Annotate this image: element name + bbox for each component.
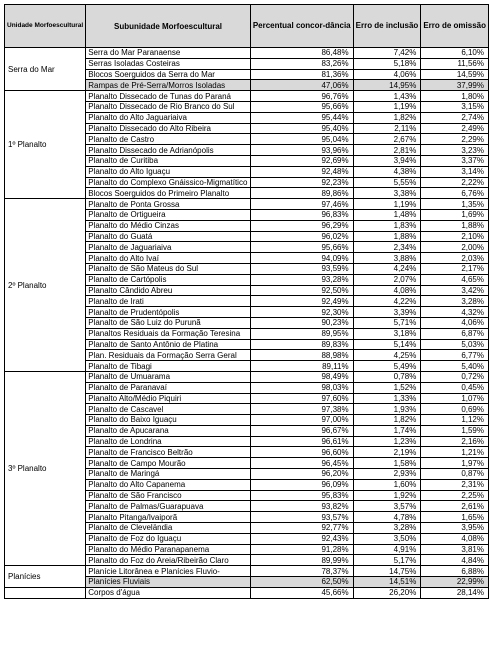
subunit-cell: Planalto de Cleveländia [86, 523, 251, 534]
subunit-cell: Planalto de Londrina [86, 436, 251, 447]
omission-error-cell: 28,14% [421, 587, 489, 598]
inclusion-error-cell: 1,82% [353, 112, 421, 123]
subunit-cell: Planalto de Jaguariaiva [86, 242, 251, 253]
omission-error-cell: 6,10% [421, 48, 489, 59]
omission-error-cell: 3,23% [421, 145, 489, 156]
percent-cell: 47,06% [250, 80, 353, 91]
subunit-cell: Planalto Pitanga/Ivaiporã [86, 512, 251, 523]
omission-error-cell: 3,15% [421, 101, 489, 112]
subunit-cell: Planalto de Cascavel [86, 404, 251, 415]
percent-cell: 96,67% [250, 425, 353, 436]
omission-error-cell: 4,06% [421, 317, 489, 328]
inclusion-error-cell: 4,06% [353, 69, 421, 80]
inclusion-error-cell: 14,75% [353, 566, 421, 577]
inclusion-error-cell: 2,34% [353, 242, 421, 253]
omission-error-cell: 2,16% [421, 436, 489, 447]
omission-error-cell: 4,84% [421, 555, 489, 566]
subunit-cell: Planalto de Ponta Grossa [86, 199, 251, 210]
omission-error-cell: 3,42% [421, 285, 489, 296]
subunit-cell: Planalto de São Mateus do Sul [86, 263, 251, 274]
subunit-cell: Planalto Dissecado de Adrianópolis [86, 145, 251, 156]
percent-cell: 97,46% [250, 199, 353, 210]
morpho-table [4, 4, 489, 599]
percent-cell: 92,30% [250, 307, 353, 318]
header-unidade: Unidade Morfoescultural [5, 5, 86, 48]
table-row [5, 566, 489, 577]
omission-error-cell: 4,65% [421, 274, 489, 285]
inclusion-error-cell: 2,93% [353, 469, 421, 480]
subunit-cell: Planalto Cândido Abreu [86, 285, 251, 296]
omission-error-cell: 3,81% [421, 544, 489, 555]
subunit-cell: Rampas de Pré-Serra/Morros Isoladas [86, 80, 251, 91]
inclusion-error-cell: 1,82% [353, 415, 421, 426]
percent-cell: 89,99% [250, 555, 353, 566]
omission-error-cell: 5,03% [421, 339, 489, 350]
omission-error-cell: 14,59% [421, 69, 489, 80]
inclusion-error-cell: 1,83% [353, 220, 421, 231]
inclusion-error-cell: 1,33% [353, 393, 421, 404]
table-row [5, 199, 489, 210]
omission-error-cell: 1,12% [421, 415, 489, 426]
percent-cell: 95,44% [250, 112, 353, 123]
percent-cell: 96,09% [250, 479, 353, 490]
subunit-cell: Planalto de Tibagi [86, 361, 251, 372]
inclusion-error-cell: 2,81% [353, 145, 421, 156]
percent-cell: 96,29% [250, 220, 353, 231]
subunit-cell: Planalto de Apucarana [86, 425, 251, 436]
percent-cell: 96,76% [250, 91, 353, 102]
omission-error-cell: 0,45% [421, 382, 489, 393]
subunit-cell: Planalto de Maringá [86, 469, 251, 480]
subunit-cell: Corpos d'água [86, 587, 251, 598]
percent-cell: 92,43% [250, 533, 353, 544]
subunit-cell: Planalto do Alto Capanema [86, 479, 251, 490]
unit-cell: Serra do Mar [5, 48, 86, 91]
subunit-cell: Planalto de Umuarama [86, 371, 251, 382]
inclusion-error-cell: 3,18% [353, 328, 421, 339]
omission-error-cell: 2,25% [421, 490, 489, 501]
percent-cell: 89,83% [250, 339, 353, 350]
inclusion-error-cell: 1,48% [353, 209, 421, 220]
percent-cell: 62,50% [250, 577, 353, 588]
inclusion-error-cell: 3,57% [353, 501, 421, 512]
percent-cell: 92,69% [250, 155, 353, 166]
subunit-cell: Planalto do Guatá [86, 231, 251, 242]
subunit-cell: Planalto de Santo Antônio de Platina [86, 339, 251, 350]
percent-cell: 93,82% [250, 501, 353, 512]
subunit-cell: Planalto de Paranavaí [86, 382, 251, 393]
omission-error-cell: 1,21% [421, 447, 489, 458]
inclusion-error-cell: 14,51% [353, 577, 421, 588]
inclusion-error-cell: 5,49% [353, 361, 421, 372]
omission-error-cell: 3,37% [421, 155, 489, 166]
percent-cell: 93,28% [250, 274, 353, 285]
omission-error-cell: 6,77% [421, 350, 489, 361]
subunit-cell: Planalto do Baixo Iguaçu [86, 415, 251, 426]
percent-cell: 92,23% [250, 177, 353, 188]
inclusion-error-cell: 5,18% [353, 58, 421, 69]
inclusion-error-cell: 2,11% [353, 123, 421, 134]
omission-error-cell: 0,72% [421, 371, 489, 382]
omission-error-cell: 2,31% [421, 479, 489, 490]
inclusion-error-cell: 3,38% [353, 188, 421, 199]
subunit-cell: Planalto do Alto Iguaçu [86, 166, 251, 177]
percent-cell: 92,50% [250, 285, 353, 296]
percent-cell: 97,00% [250, 415, 353, 426]
percent-cell: 78,37% [250, 566, 353, 577]
percent-cell: 98,03% [250, 382, 353, 393]
percent-cell: 91,28% [250, 544, 353, 555]
percent-cell: 92,49% [250, 296, 353, 307]
subunit-cell: Planalto de Palmas/Guarapuava [86, 501, 251, 512]
subunit-cell: Blocos Soerguidos da Serra do Mar [86, 69, 251, 80]
omission-error-cell: 2,03% [421, 253, 489, 264]
subunit-cell: Planalto Dissecado do Alto Ribeira [86, 123, 251, 134]
omission-error-cell: 1,80% [421, 91, 489, 102]
inclusion-error-cell: 1,92% [353, 490, 421, 501]
omission-error-cell: 2,61% [421, 501, 489, 512]
subunit-cell: Planícies Fluviais [86, 577, 251, 588]
header-percentual: Percentual concor-dância [250, 5, 353, 48]
subunit-cell: Planalto de Curitiba [86, 155, 251, 166]
unit-cell [5, 587, 86, 598]
percent-cell: 93,57% [250, 512, 353, 523]
percent-cell: 95,66% [250, 101, 353, 112]
table-row [5, 587, 489, 598]
percent-cell: 93,59% [250, 263, 353, 274]
percent-cell: 95,40% [250, 123, 353, 134]
percent-cell: 89,86% [250, 188, 353, 199]
subunit-cell: Blocos Soerguidos do Primeiro Planalto [86, 188, 251, 199]
subunit-cell: Planalto de Campo Mourão [86, 458, 251, 469]
subunit-cell: Planalto de Irati [86, 296, 251, 307]
table-body [5, 48, 489, 599]
inclusion-error-cell: 3,28% [353, 523, 421, 534]
omission-error-cell: 2,29% [421, 134, 489, 145]
subunit-cell: Planalto Dissecado de Tunas do Paraná [86, 91, 251, 102]
omission-error-cell: 1,88% [421, 220, 489, 231]
header-erro-omissao: Erro de omissão [421, 5, 489, 48]
omission-error-cell: 2,74% [421, 112, 489, 123]
inclusion-error-cell: 1,19% [353, 199, 421, 210]
subunit-cell: Planalto de Ortigueira [86, 209, 251, 220]
omission-error-cell: 2,00% [421, 242, 489, 253]
inclusion-error-cell: 4,25% [353, 350, 421, 361]
omission-error-cell: 2,22% [421, 177, 489, 188]
subunit-cell: Serra do Mar Paranaense [86, 48, 251, 59]
omission-error-cell: 11,56% [421, 58, 489, 69]
omission-error-cell: 1,59% [421, 425, 489, 436]
inclusion-error-cell: 7,42% [353, 48, 421, 59]
percent-cell: 88,98% [250, 350, 353, 361]
inclusion-error-cell: 1,58% [353, 458, 421, 469]
omission-error-cell: 1,07% [421, 393, 489, 404]
header-erro-inclusao: Erro de inclusão [353, 5, 421, 48]
percent-cell: 86,48% [250, 48, 353, 59]
table-row [5, 48, 489, 59]
inclusion-error-cell: 5,14% [353, 339, 421, 350]
header-subunidade: Subunidade Morfoescultural [86, 5, 251, 48]
unit-cell: 2º Planalto [5, 199, 86, 372]
omission-error-cell: 0,69% [421, 404, 489, 415]
inclusion-error-cell: 1,60% [353, 479, 421, 490]
inclusion-error-cell: 1,19% [353, 101, 421, 112]
subunit-cell: Planalto Alto/Médio Piquiri [86, 393, 251, 404]
inclusion-error-cell: 2,67% [353, 134, 421, 145]
percent-cell: 45,66% [250, 587, 353, 598]
inclusion-error-cell: 5,55% [353, 177, 421, 188]
percent-cell: 93,96% [250, 145, 353, 156]
omission-error-cell: 1,65% [421, 512, 489, 523]
omission-error-cell: 4,08% [421, 533, 489, 544]
omission-error-cell: 2,49% [421, 123, 489, 134]
subunit-cell: Planalto de Foz do Iguaçu [86, 533, 251, 544]
omission-error-cell: 1,97% [421, 458, 489, 469]
omission-error-cell: 6,88% [421, 566, 489, 577]
unit-cell: Planícies [5, 566, 86, 588]
omission-error-cell: 2,10% [421, 231, 489, 242]
percent-cell: 96,20% [250, 469, 353, 480]
percent-cell: 98,49% [250, 371, 353, 382]
subunit-cell: Planalto de Francisco Beltrão [86, 447, 251, 458]
inclusion-error-cell: 3,39% [353, 307, 421, 318]
subunit-cell: Planalto do Médio Cinzas [86, 220, 251, 231]
percent-cell: 95,04% [250, 134, 353, 145]
percent-cell: 92,48% [250, 166, 353, 177]
inclusion-error-cell: 4,08% [353, 285, 421, 296]
percent-cell: 96,60% [250, 447, 353, 458]
table-row [5, 371, 489, 382]
omission-error-cell: 6,76% [421, 188, 489, 199]
percent-cell: 89,11% [250, 361, 353, 372]
subunit-cell: Plan. Residuais da Formação Serra Geral [86, 350, 251, 361]
percent-cell: 96,02% [250, 231, 353, 242]
inclusion-error-cell: 2,19% [353, 447, 421, 458]
table-container [4, 4, 489, 599]
inclusion-error-cell: 2,07% [353, 274, 421, 285]
inclusion-error-cell: 1,23% [353, 436, 421, 447]
omission-error-cell: 22,99% [421, 577, 489, 588]
inclusion-error-cell: 1,74% [353, 425, 421, 436]
subunit-cell: Planalto de Castro [86, 134, 251, 145]
unit-cell: 1º Planalto [5, 91, 86, 199]
inclusion-error-cell: 0,78% [353, 371, 421, 382]
omission-error-cell: 1,35% [421, 199, 489, 210]
percent-cell: 96,83% [250, 209, 353, 220]
inclusion-error-cell: 4,22% [353, 296, 421, 307]
subunit-cell: Planalto do Alto Jaguariaiva [86, 112, 251, 123]
subunit-cell: Planalto de Prudentópolis [86, 307, 251, 318]
percent-cell: 90,23% [250, 317, 353, 328]
inclusion-error-cell: 26,20% [353, 587, 421, 598]
subunit-cell: Planaltos Residuais da Formação Teresina [86, 328, 251, 339]
percent-cell: 96,45% [250, 458, 353, 469]
subunit-cell: Planalto de Cartópolis [86, 274, 251, 285]
inclusion-error-cell: 5,71% [353, 317, 421, 328]
percent-cell: 81,36% [250, 69, 353, 80]
omission-error-cell: 2,17% [421, 263, 489, 274]
omission-error-cell: 4,32% [421, 307, 489, 318]
subunit-cell: Planície Litorânea e Planícies Fluvio- [86, 566, 251, 577]
omission-error-cell: 6,87% [421, 328, 489, 339]
inclusion-error-cell: 1,52% [353, 382, 421, 393]
percent-cell: 96,61% [250, 436, 353, 447]
header-row [5, 5, 489, 48]
percent-cell: 95,66% [250, 242, 353, 253]
subunit-cell: Planalto do Foz do Areia/Ribeirão Claro [86, 555, 251, 566]
omission-error-cell: 37,99% [421, 80, 489, 91]
inclusion-error-cell: 1,88% [353, 231, 421, 242]
subunit-cell: Planalto de São Francisco [86, 490, 251, 501]
percent-cell: 92,77% [250, 523, 353, 534]
omission-error-cell: 3,95% [421, 523, 489, 534]
inclusion-error-cell: 4,24% [353, 263, 421, 274]
inclusion-error-cell: 3,88% [353, 253, 421, 264]
omission-error-cell: 5,40% [421, 361, 489, 372]
inclusion-error-cell: 1,43% [353, 91, 421, 102]
inclusion-error-cell: 3,94% [353, 155, 421, 166]
inclusion-error-cell: 5,17% [353, 555, 421, 566]
inclusion-error-cell: 1,93% [353, 404, 421, 415]
percent-cell: 89,95% [250, 328, 353, 339]
percent-cell: 97,38% [250, 404, 353, 415]
subunit-cell: Planalto do Alto Ivaí [86, 253, 251, 264]
inclusion-error-cell: 4,78% [353, 512, 421, 523]
percent-cell: 95,83% [250, 490, 353, 501]
omission-error-cell: 3,28% [421, 296, 489, 307]
inclusion-error-cell: 4,91% [353, 544, 421, 555]
omission-error-cell: 1,69% [421, 209, 489, 220]
inclusion-error-cell: 14,95% [353, 80, 421, 91]
unit-cell: 3º Planalto [5, 371, 86, 565]
percent-cell: 97,60% [250, 393, 353, 404]
subunit-cell: Planalto de São Luiz do Purunã [86, 317, 251, 328]
subunit-cell: Planalto Dissecado de Rio Branco do Sul [86, 101, 251, 112]
omission-error-cell: 3,14% [421, 166, 489, 177]
table-row [5, 91, 489, 102]
subunit-cell: Planalto do Complexo Gnáissico-Migmatítico [86, 177, 251, 188]
subunit-cell: Serras Isoladas Costeiras [86, 58, 251, 69]
omission-error-cell: 0,87% [421, 469, 489, 480]
percent-cell: 83,26% [250, 58, 353, 69]
percent-cell: 94,09% [250, 253, 353, 264]
subunit-cell: Planalto do Médio Paranapanema [86, 544, 251, 555]
inclusion-error-cell: 3,50% [353, 533, 421, 544]
inclusion-error-cell: 4,38% [353, 166, 421, 177]
